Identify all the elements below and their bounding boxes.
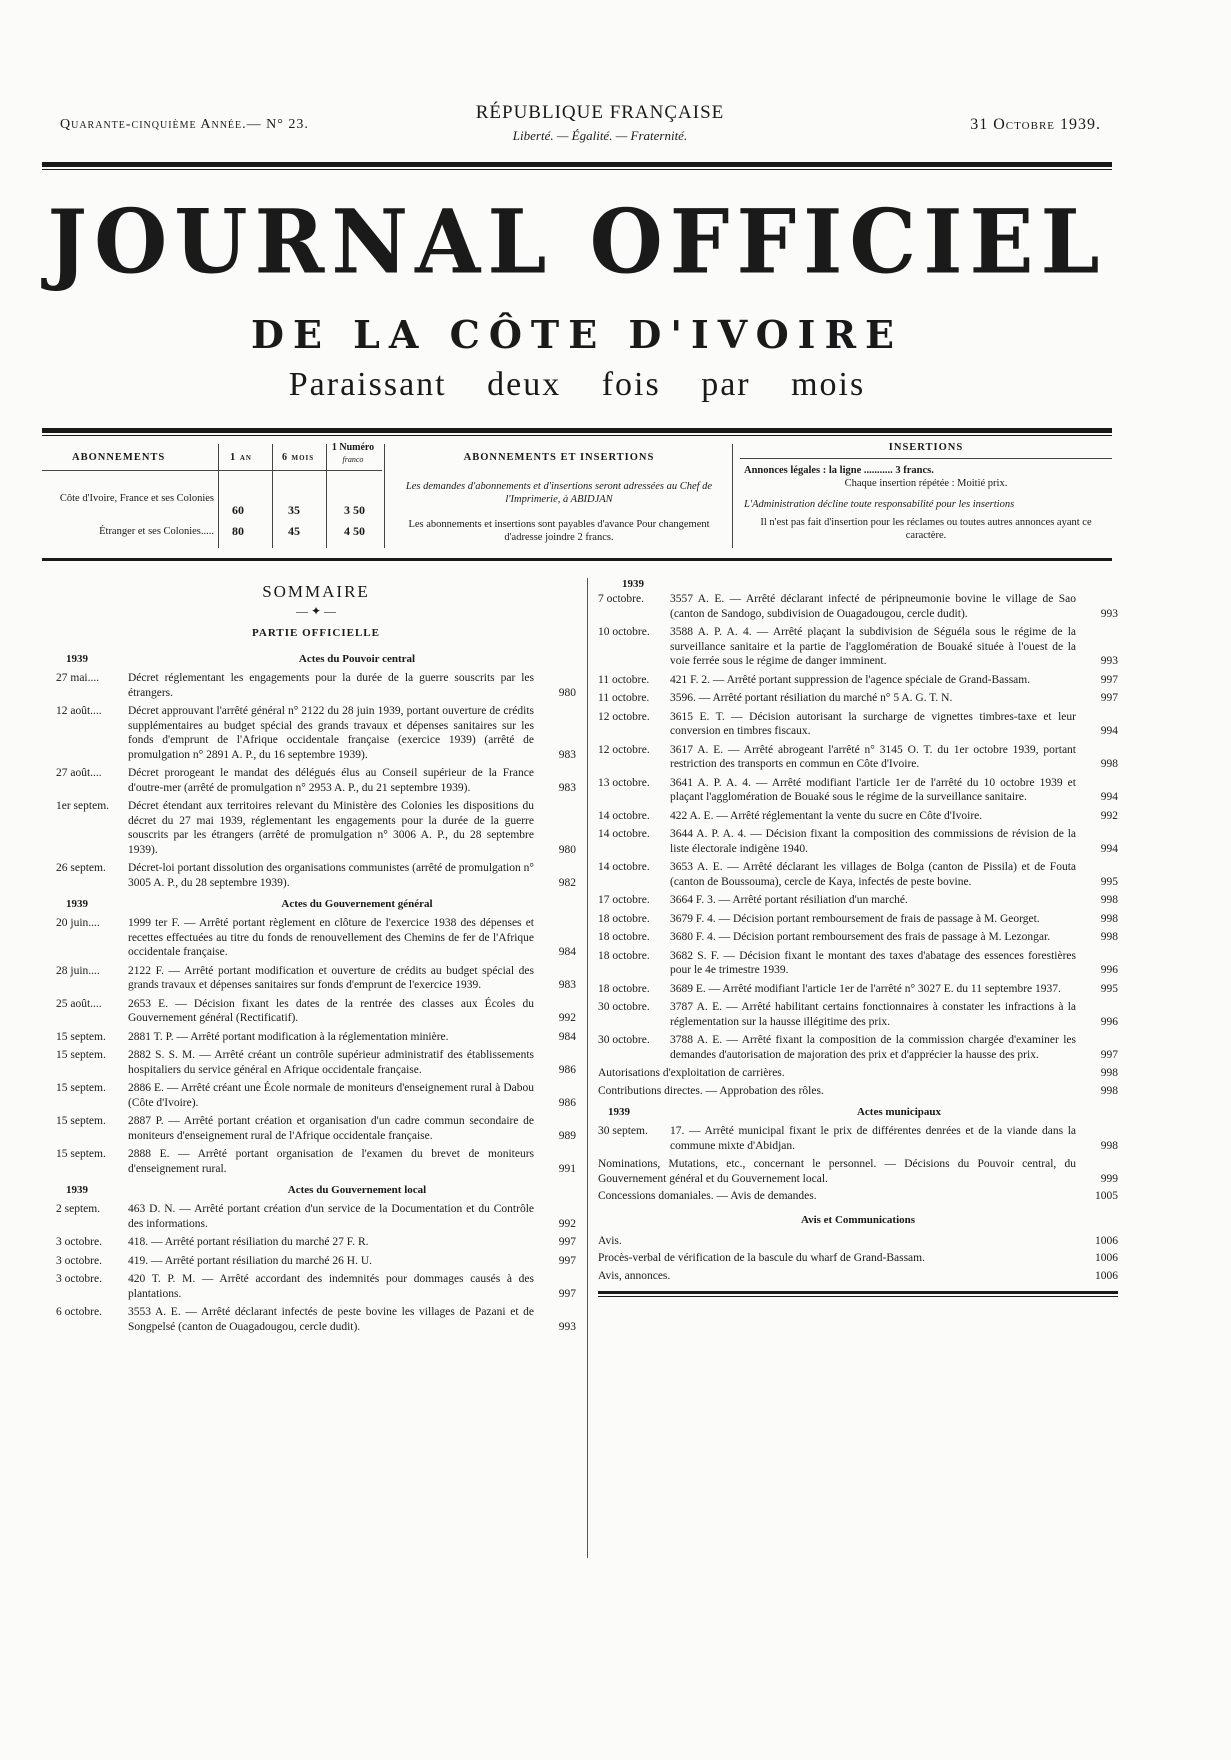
entry-date: 18 octobre. [598, 931, 650, 943]
column-separator [587, 578, 588, 1558]
entry-page: 998 [1100, 758, 1118, 770]
col-divider [326, 444, 327, 548]
sommaire-entry [598, 860, 1118, 889]
entry-page: 992 [558, 1217, 576, 1230]
entry-page: 998 [1100, 1139, 1118, 1152]
sommaire-entry [598, 809, 1118, 824]
sommaire-entry [56, 1272, 576, 1301]
entry-page: 992 [1100, 809, 1118, 822]
row1-one-year: 60 [232, 503, 244, 517]
misc-list [598, 1066, 1118, 1098]
row1-numero: 3 50 [344, 503, 365, 517]
entry-date: 18 octobre. [598, 949, 650, 962]
end-rule [598, 1291, 1118, 1294]
numero-unit: franco [342, 455, 364, 464]
sommaire-right-column [598, 578, 1118, 1297]
entry-text: 3689 E. — Arrêté modifiant l'article 1er de l'arrêté n° 3027 E. du 11 septembre 1937. [670, 982, 1061, 995]
sommaire-entry [56, 1254, 576, 1269]
subscriptions-table [42, 440, 1112, 554]
entry-page: 993 [1100, 607, 1118, 620]
section-year: 1939 [66, 898, 88, 910]
entry-date: 10 octobre. [598, 626, 650, 638]
entry-date: 13 octobre. [598, 776, 650, 789]
six-months-heading: 6 mois [282, 452, 315, 463]
section-divider [384, 444, 385, 548]
sommaire-entry [598, 1269, 1118, 1284]
entry-text: 421 F. 2. — Arrêté portant suppression de l'agence spéciale de Grand-Bassam. [670, 673, 1031, 686]
entry-page: 984 [558, 946, 576, 958]
entry-text: Autorisations d'exploitation de carrières. [598, 1067, 785, 1079]
masthead-subtitle: DE LA CÔTE D'IVOIRE [251, 312, 903, 357]
entry-text: 3680 F. 4. — Décision portant remboursement des frais de passage à M. Lezongar. [670, 931, 1051, 943]
section-divider [732, 444, 733, 548]
repeat-insertion-rate: Chaque insertion répétée : Moitié prix. [844, 478, 1008, 489]
entry-text: 418. — Arrêté portant résiliation du marché 27 F. R. [128, 1236, 369, 1248]
entry-page: 993 [558, 1320, 576, 1333]
entry-page: 997 [558, 1236, 576, 1248]
entry-date: 1er septem. [56, 800, 110, 812]
entry-page: 993 [1100, 655, 1118, 667]
section-name: Actes du Gouvernement général [281, 898, 433, 910]
entry-date: 25 août.... [56, 997, 102, 1010]
col-divider [272, 444, 273, 548]
entry-page: 998 [1100, 894, 1118, 906]
entry-date: 30 octobre. [598, 1034, 650, 1046]
entry-page: 983 [558, 781, 576, 794]
entry-text: 3682 S. F. — Décision fixant le montant des taxes d'abatage des essences forestières pour le 4e trimestre 1939. [670, 949, 1076, 976]
sommaire-entry [598, 912, 1118, 927]
entry-text: Décret-loi portant dissolution des organisations communistes (arrêté de promulgation n° 3005 A. P., du 28 septembre 1939). [128, 862, 534, 889]
entry-text: 420 T. P. M. — Arrêté accordant des indemnités pour dommages causés à des plantations. [128, 1273, 534, 1300]
entry-page: 997 [558, 1287, 576, 1300]
year-issue: Quarante-cinquième Année.— N° 23. [60, 117, 309, 132]
sommaire-entry [598, 743, 1118, 772]
entry-text: 3679 F. 4. — Décision portant remboursement de frais de passage à M. Georget. [670, 912, 1040, 925]
entry-page: 996 [1100, 1015, 1118, 1028]
entry-text: 3596. — Arrêté portant résiliation du marché n° 5 A. G. T. N. [670, 692, 953, 704]
entry-date: 12 octobre. [598, 743, 650, 756]
entry-date: 14 octobre. [598, 828, 650, 840]
personnel-list [598, 1157, 1118, 1204]
entry-date: 18 octobre. [598, 912, 650, 925]
entry-text: Avis. [598, 1234, 622, 1247]
entry-page: 982 [558, 876, 576, 889]
entry-date: 15 septem. [56, 1148, 106, 1160]
insertions-info [740, 440, 1112, 554]
table-rule [42, 470, 382, 471]
entry-date: 2 septem. [56, 1203, 101, 1215]
entry-date: 20 juin.... [56, 917, 100, 929]
section-heading [56, 898, 576, 910]
header-rule [42, 162, 1112, 167]
entry-text: Nominations, Mutations, etc., concernant le personnel. — Décisions du Pouvoir central, du Gouvernement général et du Gouvernement local. [598, 1158, 1076, 1185]
sommaire-entry [598, 1084, 1118, 1099]
sommaire-entry [56, 1048, 576, 1077]
section-year: 1939 [608, 1106, 630, 1118]
abonnements-heading: ABONNEMENTS [72, 452, 166, 463]
sommaire-entry [598, 1124, 1118, 1153]
sommaire-entry [598, 592, 1118, 621]
entry-text: Avis, annonces. [598, 1269, 671, 1282]
col-divider [218, 444, 219, 548]
section-name: Actes du Pouvoir central [298, 653, 416, 665]
sommaire-entry [56, 671, 576, 700]
entry-text: 3553 A. E. — Arrêté déclarant infectés de peste bovine les villages de Pazani et de Songpelsé (canton de Ouagadougou, cercle dudit). [128, 1306, 534, 1333]
entry-date: 14 octobre. [598, 809, 650, 822]
entry-text: Décret étendant aux territoires relevant du Ministère des Colonies les dispositions du décret du 27 mai 1939, réglementant les engagements pour la durée de la guerre souscrits par les étrangers (arrêté de promulgation n° 3006 A. P., du 28 septembre 1939). [128, 800, 534, 856]
sommaire-entry [598, 691, 1118, 706]
entry-date: 30 octobre. [598, 1001, 650, 1013]
entry-date: 15 septem. [56, 1030, 106, 1043]
entry-text: 3788 A. E. — Arrêté fixant la composition de la commission chargée d'examiner les demandes d'autorisation de majoration des prix et d'apprécier la hausse des prix. [670, 1034, 1076, 1061]
row2-six-months: 45 [288, 524, 300, 538]
section-year: 1939 [622, 578, 644, 590]
entry-date: 17 octobre. [598, 894, 650, 906]
sommaire-entry [56, 1235, 576, 1250]
entry-page: 994 [1100, 842, 1118, 855]
entry-date: 28 juin.... [56, 964, 100, 977]
entry-date: 7 octobre. [598, 593, 644, 605]
sommaire-entry [598, 827, 1118, 856]
entry-text: Décret prorogeant le mandat des délégués élus au Conseil supérieur de la France d'outre-mer (arrêté de promulgation n° 2953 A. P., du 21 septembre 1939). [128, 767, 534, 794]
entry-page: 997 [1100, 673, 1118, 686]
entry-page: 983 [558, 748, 576, 761]
entry-text: 2653 E. — Décision fixant les dates de la rentrée des classes aux Écoles du Gouvernement général (Rectificatif). [128, 997, 534, 1024]
advertising-note: Il n'est pas fait d'insertion pour les réclames ou toutes autres annonces ayant ce caractère. [760, 517, 1092, 541]
entry-page: 1006 [1095, 1234, 1118, 1247]
entry-text: 3787 A. E. — Arrêté habilitant certains fonctionnaires à constater les infractions à la réglementation sur la hausse illégitime des prix. [670, 1001, 1076, 1028]
section-heading [598, 1106, 1118, 1118]
ornament-divider: — ✦ — [295, 604, 337, 618]
sommaire-entry [598, 625, 1118, 669]
republic-title: RÉPUBLIQUE FRANÇAISE [475, 102, 725, 123]
entry-page: 991 [558, 1162, 576, 1175]
entry-date: 11 octobre. [598, 673, 650, 686]
entry-page: 998 [1100, 912, 1118, 925]
end-rule-thin [598, 1296, 1118, 1297]
entry-date: 3 octobre. [56, 1254, 102, 1267]
header-rule-thin [42, 169, 1112, 170]
section-name: Actes municipaux [856, 1106, 942, 1118]
entry-date: 12 octobre. [598, 710, 650, 723]
section-year: 1939 [66, 653, 88, 665]
entry-date: 15 septem. [56, 1049, 106, 1061]
legal-ads-rate: Annonces légales : la ligne ........... 3 francs. [744, 465, 934, 476]
row2-label: Étranger et ses Colonies..... [99, 526, 214, 537]
sommaire-entry [56, 1202, 576, 1231]
table-bottom-rule [42, 558, 1112, 561]
entry-page: 994 [1100, 791, 1118, 803]
masthead-rule [42, 428, 1112, 433]
entry-page: 980 [558, 843, 576, 856]
entry-text: Contributions directes. — Approbation des rôles. [598, 1084, 824, 1097]
entry-page: 996 [1100, 964, 1118, 976]
entry-text: 2888 E. — Arrêté portant organisation de l'examen du brevet de moniteurs d'enseignement rural. [128, 1148, 534, 1175]
sommaire-entry [56, 704, 576, 762]
sommaire-entry [598, 893, 1118, 908]
actes-municipaux-list [598, 1124, 1118, 1153]
sommaire-entry [56, 799, 576, 857]
entry-date: 14 octobre. [598, 861, 650, 873]
sommaire-entry [56, 964, 576, 993]
entry-date: 27 août.... [56, 767, 102, 779]
row2-one-year: 80 [232, 524, 244, 538]
entry-date: 15 septem. [56, 1082, 106, 1094]
masthead-title: JOURNAL OFFICIEL [47, 189, 1107, 294]
entry-date: 30 septem. [598, 1125, 648, 1137]
gouvernement-general-list [56, 916, 576, 1176]
entry-text: 2122 F. — Arrêté portant modification et ouverture de crédits au budget spécial des grands travaux et dépenses sanitaires sur fonds d'emprunt de l'exercice 1939. [128, 964, 534, 991]
entry-page: 980 [558, 686, 576, 699]
sommaire-entry [56, 766, 576, 795]
sommaire-entry [598, 949, 1118, 978]
entry-page: 984 [558, 1030, 576, 1043]
gouvernement-local-continued-list [598, 592, 1118, 1062]
subscription-info [394, 440, 724, 554]
row1-label: Côte d'Ivoire, France et ses Colonies [59, 493, 214, 504]
entry-text: 2881 T. P. — Arrêté portant modification à la réglementation minière. [128, 1030, 449, 1043]
entry-page: 997 [1100, 1048, 1118, 1061]
avis-list [598, 1234, 1118, 1284]
sommaire-entry [598, 1251, 1118, 1266]
section-year: 1939 [66, 1184, 88, 1196]
sommaire-entry [56, 1030, 576, 1045]
entry-text: 3588 A. P. A. 4. — Arrêté plaçant la subdivision de Séguéla sous le régime de la surveillance sanitaire et la partie de l'agglomération de Bouaké située à l'ouest de la voie ferrée sous le régime de danger imminent. [670, 626, 1076, 667]
entry-page: 998 [1100, 1084, 1118, 1097]
entry-page: 998 [1100, 1067, 1118, 1079]
entry-date: 27 mai.... [56, 672, 100, 684]
entry-text: 3615 E. T. — Décision autorisant la surcharge de vignettes timbres-taxe et leur conversion en timbres fiscaux. [670, 710, 1076, 737]
entry-text: Concessions domaniales. — Avis de demandes. [598, 1190, 817, 1202]
entry-page: 999 [1100, 1172, 1118, 1185]
sommaire-entry [598, 1189, 1118, 1204]
section-heading [56, 653, 576, 665]
entry-text: 3557 A. E. — Arrêté déclarant infecté de péripneumonie bovine le village de Sao (canton de Sandogo, subdivision de Ouagadougou, cercle dudit). [670, 593, 1076, 620]
entry-date: 18 octobre. [598, 982, 650, 995]
masthead-rule-thin [42, 435, 1112, 436]
entry-date: 15 septem. [56, 1115, 106, 1127]
entry-page: 995 [1100, 982, 1118, 995]
section-heading [56, 1184, 576, 1196]
issue-date: 31 Octobre 1939. [970, 116, 1101, 133]
entry-date: 6 octobre. [56, 1306, 102, 1318]
gouvernement-local-list [56, 1202, 576, 1334]
entry-text: 3617 A. E. — Arrêté abrogeant l'arrêté n° 3145 O. T. du 1er octobre 1939, portant restriction des transports en commun en Côte d'Ivoire. [670, 743, 1076, 770]
insertions-rule [740, 458, 1112, 459]
numero-heading: 1 Numéro [331, 442, 375, 453]
entry-page: 1005 [1095, 1190, 1118, 1202]
entry-date: 3 octobre. [56, 1236, 102, 1248]
entry-text: 17. — Arrêté municipal fixant le prix de différentes denrées et de la viande dans la commune mixte d'Abidjan. [670, 1125, 1076, 1152]
sommaire-entry [598, 776, 1118, 805]
republic-motto: Liberté. — Égalité. — Fraternité. [512, 128, 688, 143]
sommaire-entry [56, 1147, 576, 1176]
payment-terms: Les abonnements et insertions sont payables d'avance Pour changement d'adresse joindre 2 francs. [408, 519, 710, 543]
sommaire-entry [598, 1033, 1118, 1062]
row1-six-months: 35 [288, 503, 300, 517]
entry-date: 12 août.... [56, 705, 102, 717]
subscription-prices [42, 440, 382, 554]
sommaire-entry [598, 1000, 1118, 1029]
row2-numero: 4 50 [344, 524, 365, 538]
entry-text: 2882 S. S. M. — Arrêté créant un contrôle supérieur administratif des établissements hospitaliers du service général en Afrique occidentale française. [128, 1049, 534, 1076]
entry-date: 26 septem. [56, 862, 106, 874]
sommaire-entry [56, 1081, 576, 1110]
responsibility-disclaimer: L'Administration décline toute responsabilité pour les insertions [744, 499, 1015, 510]
entry-page: 983 [558, 979, 576, 991]
sommaire-entry [598, 710, 1118, 739]
avis-heading: Avis et Communications [800, 1213, 916, 1226]
entry-text: 2887 P. — Arrêté portant création et organisation d'un cadre commun secondaire de moniteurs d'enseignement rural de l'Afrique occidentale française. [128, 1115, 534, 1142]
sommaire-title: SOMMAIRE [262, 582, 370, 601]
entry-page: 994 [1100, 725, 1118, 737]
masthead-tagline: Paraissant deux fois par mois [288, 366, 866, 403]
entry-page: 986 [558, 1096, 576, 1109]
sommaire-left-column [56, 580, 576, 1338]
entry-text: 3664 F. 3. — Arrêté portant résiliation d'un marché. [670, 894, 908, 906]
pouvoir-central-list [56, 671, 576, 890]
section-name: Actes du Gouvernement local [287, 1184, 427, 1196]
sommaire-entry [56, 997, 576, 1026]
sommaire-entry [598, 930, 1118, 945]
abonnements-insertions-heading: ABONNEMENTS ET INSERTIONS [463, 452, 655, 463]
entry-text: 3653 A. E. — Arrêté déclarant les villages de Bolga (canton de Pissila) et de Fouta (canton de Boussouma), cercle de Kaya, infectés de peste bovine. [670, 861, 1076, 888]
entry-page: 986 [558, 1063, 576, 1076]
entry-text: Décret approuvant l'arrêté général n° 2122 du 28 juin 1939, portant ouverture de crédits supplémentaires au budget spécial des grands travaux et dépenses sanitaires sur les fonds d'emprunt de l'Afrique occidentale française (exercice 1939) (arrêté de promulgation n° 2891 A. P., du 16 septembre 1939). [128, 705, 534, 761]
sommaire-entry [56, 916, 576, 960]
republic-block [440, 102, 760, 144]
entry-page: 992 [558, 1012, 576, 1024]
entry-text: Décret réglementant les engagements pour la durée de la guerre souscrits par les étrangers. [128, 672, 534, 699]
entry-text: 1999 ter F. — Arrêté portant règlement en clôture de l'exercice 1938 des dépenses et recettes effectuées au titre du fonds de renouvellement des Chemins de fer de l'Afrique occidentale française. [128, 917, 534, 958]
sommaire-entry [56, 1305, 576, 1334]
entry-page: 997 [558, 1254, 576, 1267]
entry-text: 422 A. E. — Arrêté réglementant la vente du sucre en Côte d'Ivoire. [670, 809, 983, 822]
sommaire-entry [598, 982, 1118, 997]
insertions-heading: INSERTIONS [888, 442, 964, 453]
one-year-heading: 1 an [230, 452, 252, 463]
entry-page: 989 [558, 1129, 576, 1142]
entry-page: 1006 [1095, 1252, 1118, 1264]
entry-page: 995 [1100, 875, 1118, 888]
requests-address: Les demandes d'abonnements et d'insertions seront adressées au Chef de l'Imprimerie, à ABIDJAN [405, 481, 713, 505]
sommaire-entry [56, 861, 576, 890]
sommaire-entry [598, 1157, 1118, 1186]
entry-date: 11 octobre. [598, 692, 650, 704]
entry-text: 3644 A. P. A. 4. — Décision fixant la composition des commissions de révision de la liste électorale indigène 1940. [670, 828, 1076, 855]
sommaire-entry [56, 1114, 576, 1143]
partie-officielle-heading: PARTIE OFFICIELLE [252, 627, 380, 639]
entry-page: 998 [1100, 931, 1118, 943]
entry-text: 419. — Arrêté portant résiliation du marché 26 H. U. [128, 1254, 372, 1267]
entry-text: 3641 A. P. A. 4. — Arrêté modifiant l'article 1er de l'arrêté du 10 octobre 1939 et plaçant l'agglomération de Bouaké sous le régime de la surveillance sanitaire. [670, 776, 1076, 803]
sommaire-entry [598, 673, 1118, 688]
entry-text: 463 D. N. — Arrêté portant création d'un service de la Documentation et du Contrôle des informations. [128, 1203, 534, 1230]
entry-page: 1006 [1095, 1269, 1118, 1282]
entry-text: 2886 E. — Arrêté créant une École normale de moniteurs d'enseignement rural à Dabou (Côte d'Ivoire). [128, 1082, 534, 1109]
sommaire-entry [598, 1234, 1118, 1249]
entry-page: 997 [1100, 692, 1118, 704]
entry-date: 3 octobre. [56, 1273, 102, 1285]
sommaire-entry [598, 1066, 1118, 1081]
entry-text: Procès-verbal de vérification de la bascule du wharf de Grand-Bassam. [598, 1252, 925, 1264]
